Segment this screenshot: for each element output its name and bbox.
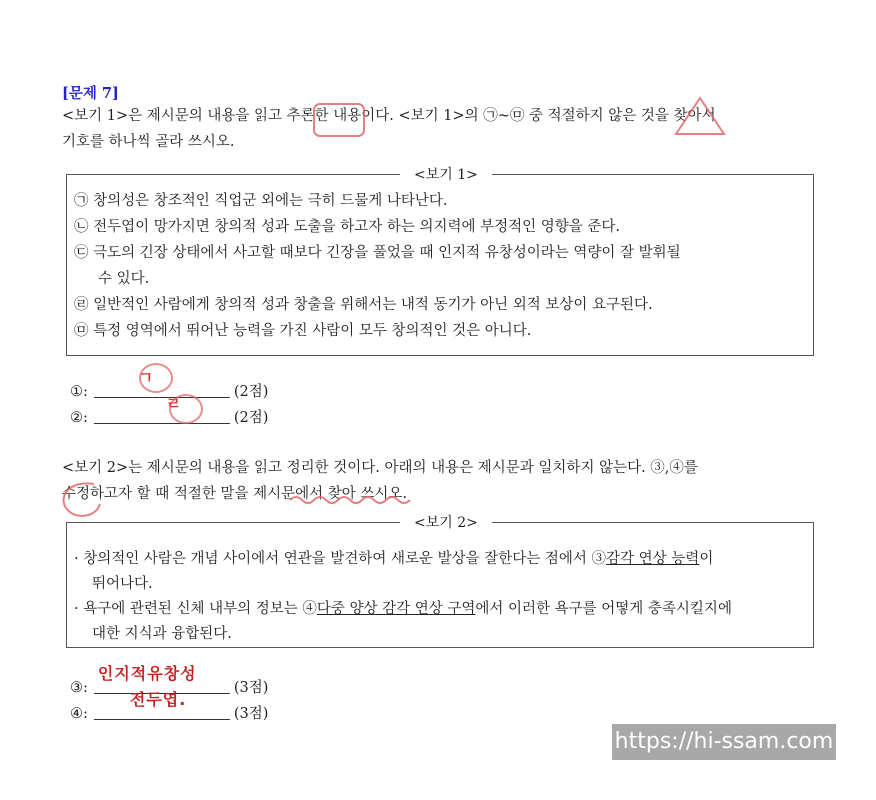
answer-2-handwriting: ㄹ [165, 394, 183, 413]
box2-item-2-tail: 에서 이러한 욕구를 어떻게 충족시킬지에 [475, 601, 732, 617]
answer-2-label: ②: [70, 410, 88, 426]
answer-1-blank[interactable] [94, 368, 230, 398]
box2-item-2 [74, 596, 732, 622]
answer-2-points: (2점) [233, 410, 269, 426]
box1-item-d: ㉣ 일반적인 사람에게 창의적 성과 창출을 위해서는 내적 동기가 아닌 외적 보상이 요구된다. [74, 297, 653, 313]
box2-item-1-text: · 창의적인 사람은 개념 사이에서 연관을 발견하여 새로운 발상을 잘한다는 점에서 ③ [74, 551, 607, 567]
answer-row-2 [70, 394, 269, 427]
box2-item-2-cont: 대한 지식과 융합된다. [92, 626, 232, 642]
box2-item-1 [74, 546, 713, 572]
box1-item-c: ㉢ 극도의 긴장 상태에서 사고할 때보다 긴장을 풀었을 때 인지적 유창성이라는 역량이 잘 발휘될 [74, 245, 681, 261]
answer-1-label: ①: [70, 384, 88, 400]
example-box-1-label: <보기 1> [400, 164, 492, 184]
problem-title: [문제 7] [62, 85, 119, 102]
example-box-2-label: <보기 2> [400, 512, 492, 532]
answer-4-points: (3점) [233, 706, 269, 722]
box2-item-2-underlined: 다중 양상 감각 연상 구역 [316, 601, 476, 617]
answer-4-label: ④: [70, 706, 88, 722]
box2-item-2-text: · 욕구에 관련된 신체 내부의 정보는 ④ [74, 601, 317, 617]
question2-line2: 수정하고자 할 때 적절한 말을 제시문에서 찾아 쓰시오. [62, 486, 408, 502]
box2-item-1-cont: 뛰어나다. [92, 576, 153, 592]
box2-item-1-underlined: 감각 연상 능력 [606, 551, 700, 567]
answer-4-blank[interactable] [94, 690, 230, 720]
box2-item-1-tail: 이 [699, 551, 714, 567]
answer-1-handwriting: ㄱ [137, 368, 155, 387]
answer-3-points: (3점) [233, 680, 269, 696]
box1-item-c-cont: 수 있다. [98, 271, 150, 287]
answer-3-label: ③: [70, 680, 88, 696]
box1-item-b: ㉡ 전두엽이 망가지면 창의적 성과 도출을 하고자 하는 의지력에 부정적인 영향을 준다. [74, 219, 621, 235]
box1-item-e: ㉤ 특정 영역에서 뛰어난 능력을 가진 사람이 모두 창의적인 것은 아니다. [74, 323, 532, 339]
answer-row-4 [70, 690, 269, 723]
question2-line1: <보기 2>는 제시문의 내용을 읽고 정리한 것이다. 아래의 내용은 제시문과 일치하지 않는다. ③,④를 [62, 460, 698, 476]
answer-3-handwriting: 인지적유창성 [97, 664, 197, 683]
answer-2-blank[interactable] [94, 394, 230, 424]
answer-4-handwriting: 전두엽. [129, 690, 187, 709]
question1-line1: <보기 1>은 제시문의 내용을 읽고 추론한 내용이다. <보기 1>의 ㉠~㉤ 중 적절하지 않은 것을 찾아서 [62, 108, 716, 124]
question1-line2: 기호를 하나씩 골라 쓰시오. [62, 134, 235, 150]
box1-item-a: ㉠ 창의성은 창조적인 직업군 외에는 극히 드물게 나타난다. [74, 193, 448, 209]
watermark: https://hi-ssam.com [612, 724, 836, 760]
answer-1-points: (2점) [233, 384, 269, 400]
